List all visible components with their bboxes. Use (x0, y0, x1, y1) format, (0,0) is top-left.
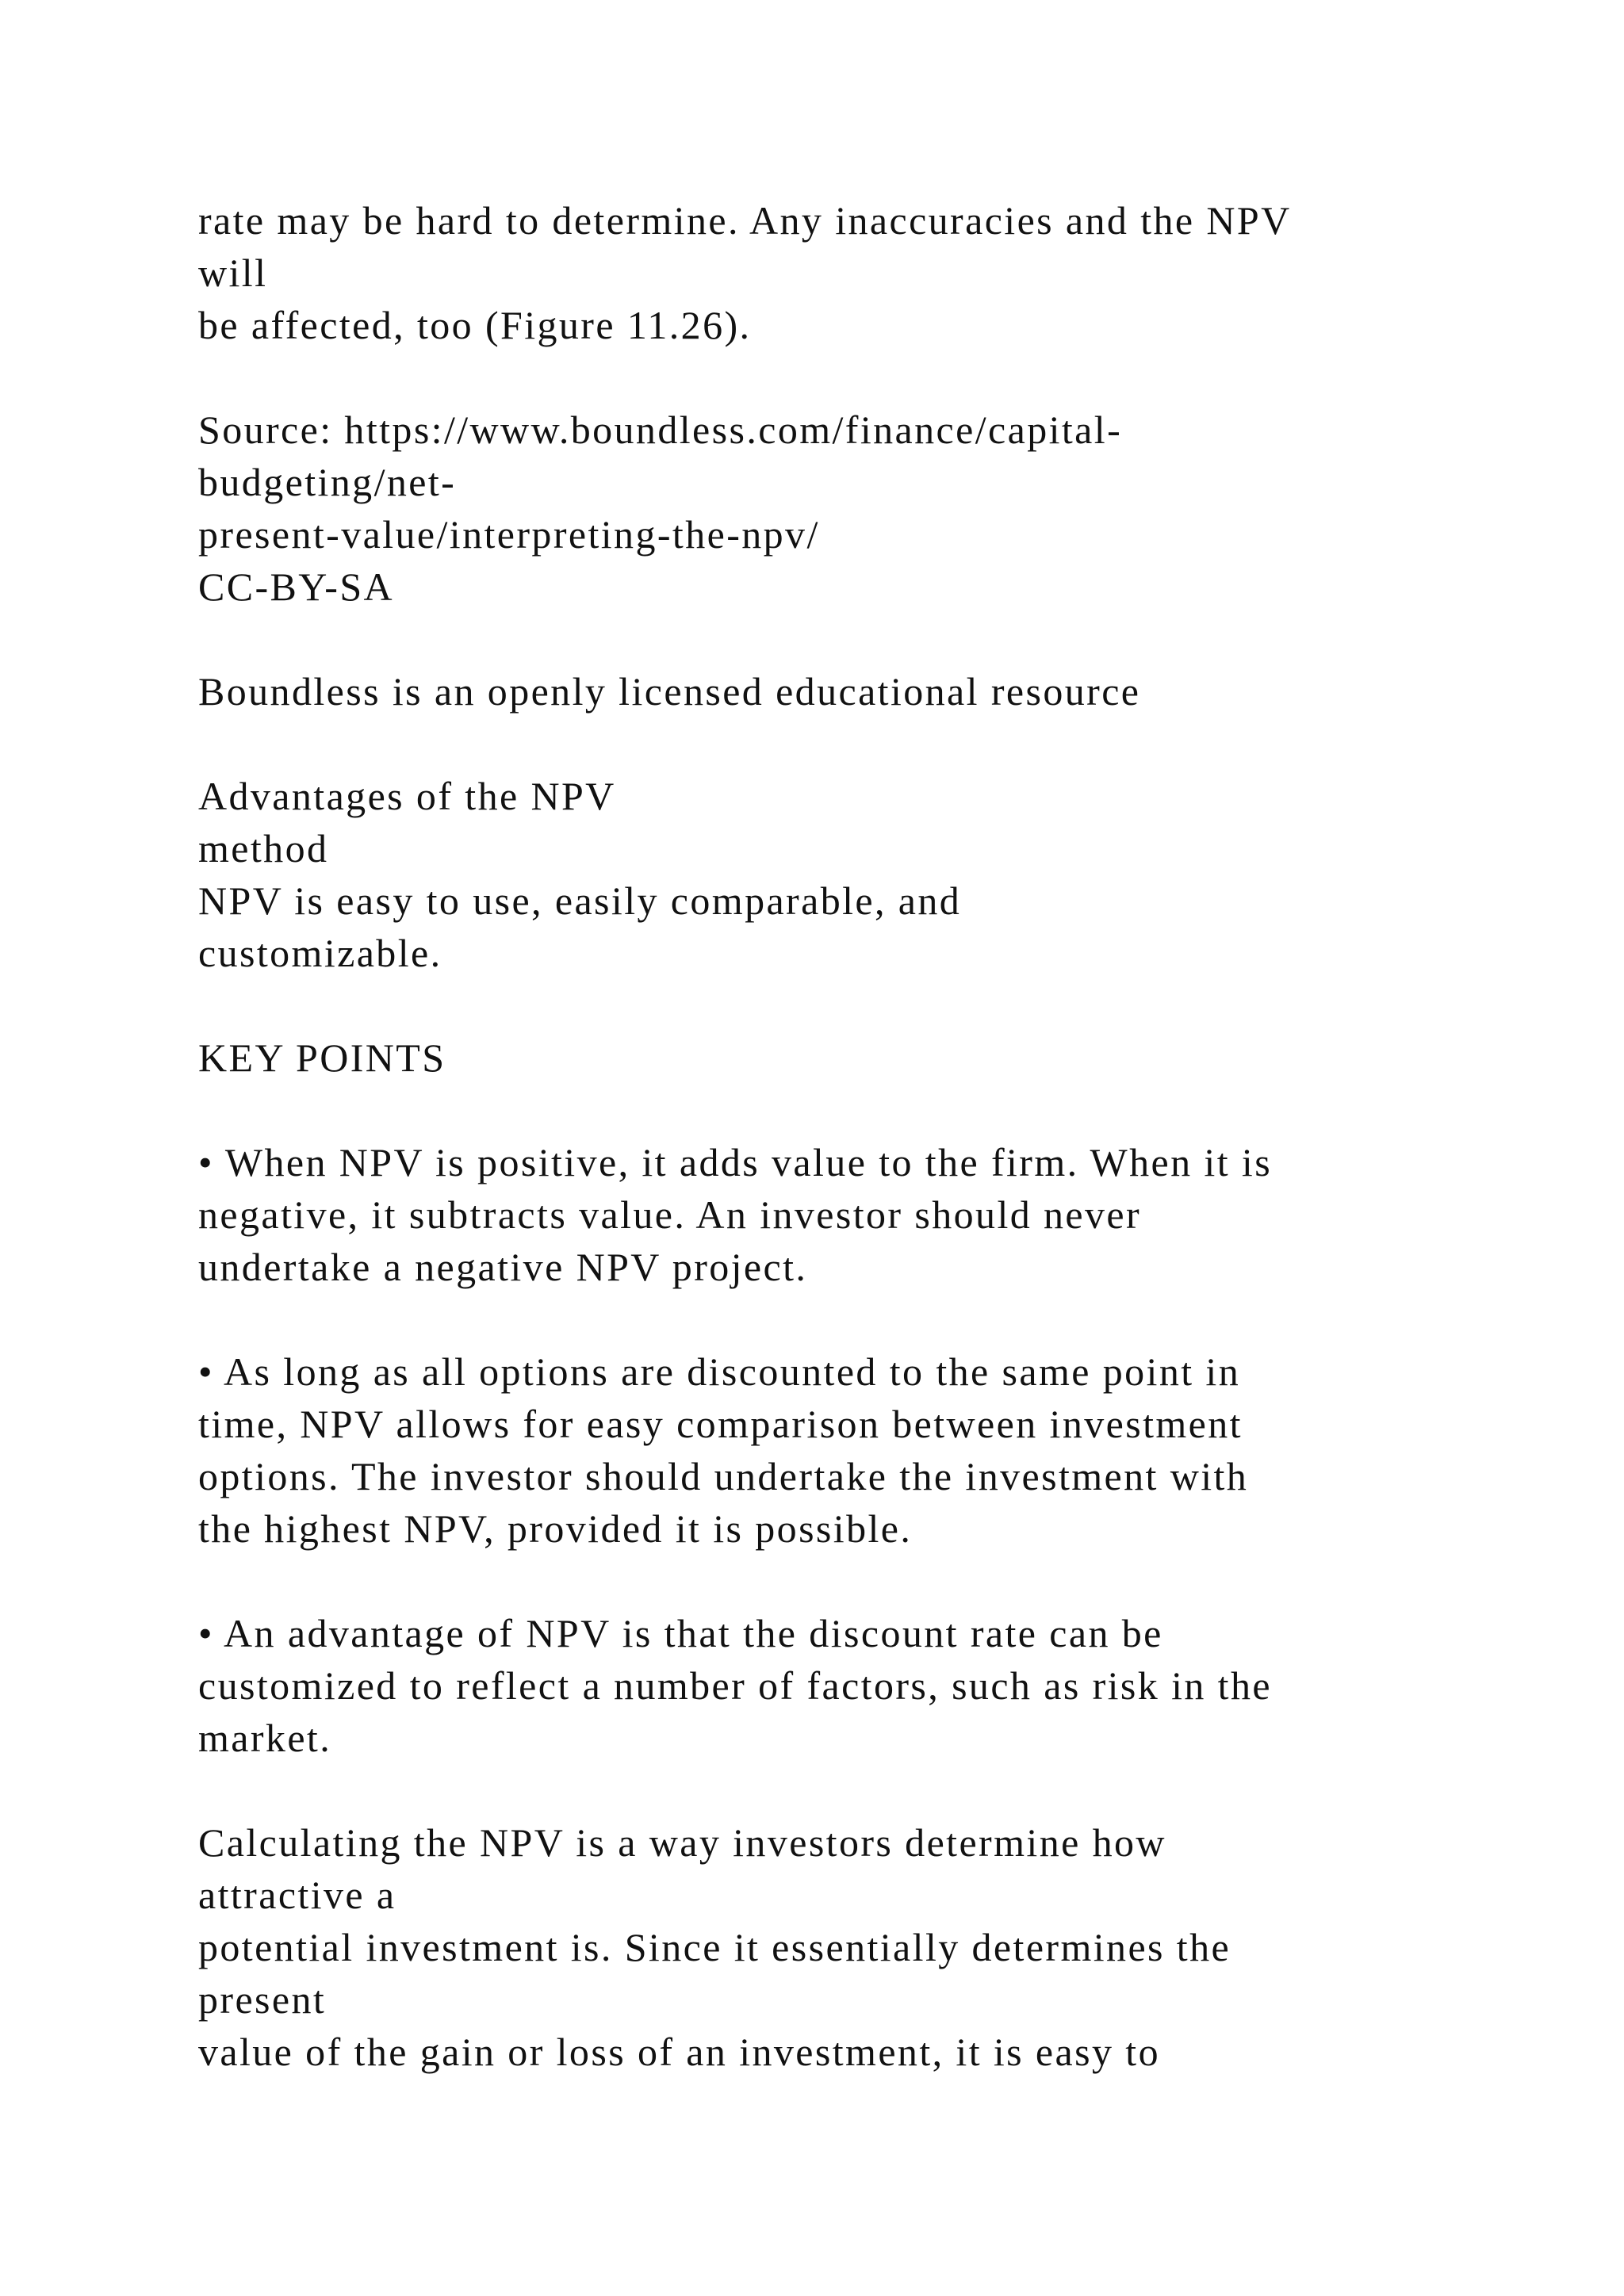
body-paragraph (198, 1816, 1467, 2078)
paragraph-gap (198, 1293, 1467, 1345)
text-line: attractive a (198, 1873, 396, 1917)
text-line: negative, it subtracts value. An investor should never (198, 1192, 1142, 1237)
paragraph-source (198, 404, 1467, 613)
bullet-item-1 (198, 1136, 1467, 1293)
text-line: customized to reflect a number of factors, such as risk in the (198, 1663, 1272, 1708)
paragraph-gap (198, 718, 1467, 770)
text-line: the highest NPV, provided it is possible. (198, 1506, 913, 1551)
text-line: NPV is easy to use, easily comparable, and (198, 878, 962, 923)
text-line: value of the gain or loss of an investment, it is easy to (198, 2030, 1160, 2074)
text-line: rate may be hard to determine. Any inaccuracies and the NPV (198, 198, 1292, 243)
paragraph-gap (198, 351, 1467, 404)
document-text (198, 194, 1467, 2078)
text-line: • An advantage of NPV is that the discount rate can be (198, 1611, 1163, 1655)
text-line: present-value/interpreting-the-npv/ (198, 512, 820, 557)
text-line: present (198, 1977, 327, 2022)
bullet-item-2 (198, 1345, 1467, 1555)
section-heading (198, 770, 1467, 979)
paragraph-gap (198, 979, 1467, 1031)
text-line: budgeting/net- (198, 460, 457, 504)
paragraph-gap (198, 613, 1467, 665)
paragraph-continuation (198, 194, 1467, 351)
paragraph-gap (198, 1555, 1467, 1607)
text-line: options. The investor should undertake the investment with (198, 1454, 1249, 1498)
text-line: KEY POINTS (198, 1035, 446, 1080)
text-line: market. (198, 1716, 332, 1760)
paragraph-gap (198, 1084, 1467, 1136)
paragraph-gap (198, 1764, 1467, 1816)
text-line: undertake a negative NPV project. (198, 1245, 808, 1289)
text-line: • As long as all options are discounted to the same point in (198, 1349, 1241, 1394)
text-line: Boundless is an openly licensed educational resource (198, 669, 1141, 714)
paragraph-license-note (198, 665, 1467, 718)
text-line: be affected, too (Figure 11.26). (198, 303, 752, 347)
key-points-heading (198, 1031, 1467, 1084)
text-line: CC-BY-SA (198, 564, 395, 609)
text-line: Calculating the NPV is a way investors determine how (198, 1820, 1166, 1865)
text-line: time, NPV allows for easy comparison between investment (198, 1402, 1243, 1446)
bullet-item-3 (198, 1607, 1467, 1764)
text-line: will (198, 251, 268, 295)
text-line: • When NPV is positive, it adds value to the firm. When it is (198, 1140, 1273, 1184)
text-line: Advantages of the NPV (198, 774, 616, 818)
text-line: method (198, 826, 329, 871)
text-line: Source: https://www.boundless.com/finance/capital- (198, 408, 1123, 452)
text-line: customizable. (198, 931, 442, 975)
text-line: potential investment is. Since it essentially determines the (198, 1925, 1231, 1969)
